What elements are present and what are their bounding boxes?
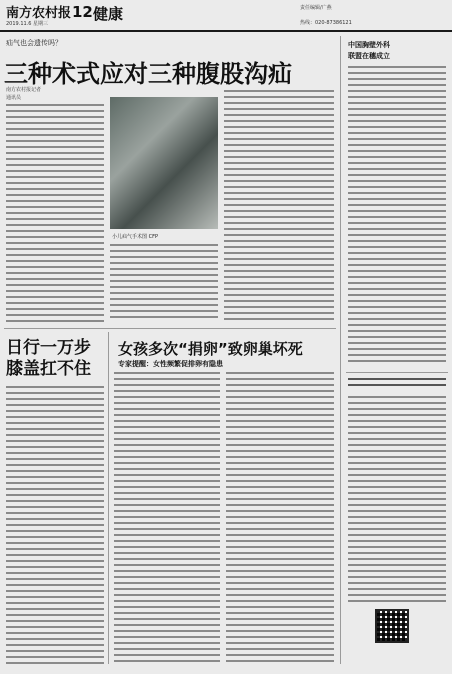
photo-caption: 小儿疝气手术图 CFP: [112, 234, 158, 240]
second-body: [6, 386, 104, 664]
third-deck: 专家提醒：女性频繁促排卵有隐患: [118, 360, 223, 368]
sidebar-divider: [346, 372, 448, 373]
story-divider: [4, 328, 336, 329]
newspaper-brand: 南方农村报: [6, 6, 72, 21]
section-title: 健康: [93, 5, 124, 23]
sidebar-body-2: [348, 396, 446, 602]
page-number: 12: [72, 3, 93, 21]
qr-code: [375, 609, 409, 643]
publication-date: 2019.11.6 星期三: [6, 21, 49, 27]
sidebar-subhead: [348, 378, 446, 390]
sidebar-body-1: [348, 66, 446, 366]
sidebar-kicker-line-2: 联盟在穗成立: [348, 52, 390, 60]
byline-line-2: 通讯员: [6, 95, 22, 101]
column-rule: [340, 36, 341, 664]
sidebar-kicker-line-1: 中国胸壁外科: [348, 41, 390, 49]
third-headline: 女孩多次“捐卵”致卵巢坏死: [118, 340, 303, 358]
masthead: [0, 0, 452, 32]
byline-line-1: 南方农村报记者: [6, 87, 42, 93]
lead-body-column-1: [6, 104, 104, 324]
lead-kicker: 疝气也会遗传吗？: [6, 39, 62, 47]
third-body-column-2: [226, 372, 334, 664]
sidebar-kicker: [348, 40, 390, 62]
lead-body-column-3: [224, 90, 334, 322]
column-rule: [108, 332, 109, 664]
second-headline: [6, 338, 91, 380]
lead-photo: [110, 97, 218, 229]
third-body-column-1: [114, 372, 220, 664]
editor-credit: 责任编辑/广燕: [300, 5, 332, 11]
hotline: 热线：020-87386121: [300, 20, 352, 26]
second-headline-line-1: 日行一万步: [6, 338, 91, 358]
lead-byline: [6, 86, 41, 102]
lead-headline: 三种术式应对三种腹股沟疝: [4, 60, 292, 88]
lead-body-column-2: [110, 244, 218, 322]
second-headline-line-2: 膝盖扛不住: [6, 359, 91, 379]
